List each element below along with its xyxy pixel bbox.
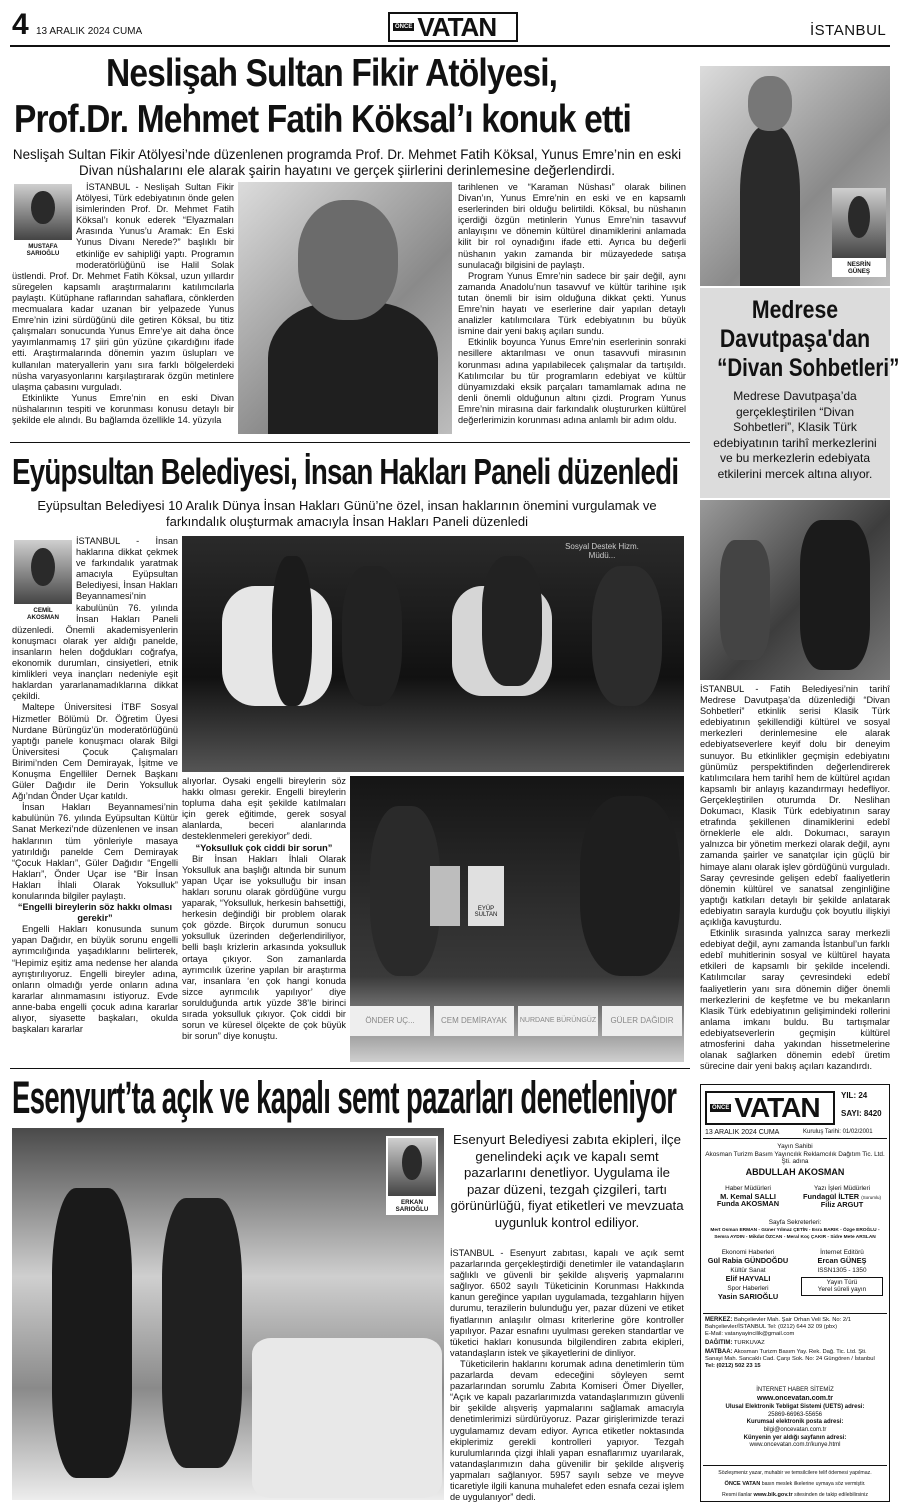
stage-sign: Sosyal Destek Hizm. Müdü... [565, 542, 639, 560]
author-name-line2: GÜNEŞ [847, 268, 870, 275]
article1-paragraph-4: Program Yunus Emre’nin sadece bir şair değil, aynı zamanda Anadolu’nun tasavvuf ve kültür tarihine ışık tutan önemli bir isim olduğuna dikkat çekti. Yunus Emre’nin hayatı ve eserlerine dair yapılan detaylı analizler katılımcılara Türk edebiyatının bu büyük ismine dair yeni bakış açıları sundu. [458, 270, 686, 337]
imprint-hq-line3: E-Mail: vatanyayincilik@gmail.com [705, 1331, 795, 1337]
article2-photo-speakers [350, 776, 684, 1062]
imprint-founded: Kuruluş Tarihi: 01/02/2001 [803, 1129, 873, 1135]
article2-col1 [12, 536, 178, 1064]
imprint-year: YIL: 24 [841, 1091, 868, 1100]
sidebar-title-line1: Medrese [751, 296, 839, 324]
imprint-web-editor-title: İnternet Editörü [820, 1249, 864, 1256]
sidebar-author [832, 188, 886, 277]
divider [703, 1465, 887, 1466]
imprint-web-editor-name: Ercan GÜNEŞ [817, 1255, 867, 1265]
imprint-tag-value[interactable]: www.oncevatan.com.tr/kunye.html [749, 1442, 841, 1449]
imprint-pub-type: Yayın Türü [826, 1278, 858, 1286]
imprint-culture-name: Elif HAYVALI [725, 1273, 771, 1283]
imprint-owner-name: ABDULLAH AKOSMAN [745, 1166, 845, 1177]
author-name-line1: MUSTAFA [28, 243, 58, 250]
imprint-tag-title: Künyenin yer aldığı sayfanın adresi: [743, 1434, 847, 1441]
author-name-line2: SARIOĞLU [26, 250, 60, 257]
imprint-page-secretaries-title: Sayfa Sekreterleri: [768, 1219, 822, 1226]
article2-paragraph-3: İnsan Hakları Beyannamesi’nin kabulünün 76. yılında Eyüpsultan Kültür Sanat Merkezi’nde düzenlenen ve insan haklarının tüm yönleriyle masaya yatırıldığı panelde Cem Demirayak “Çocuk Hakları”, Güler Dağıdır “Engelli Hakları”, Önder Uçar ise “Bir İnsan Hakları İhlali Olarak Yoksulluk” konularında bilgiler paylaştı. [12, 802, 178, 901]
author-name-line1: NESRİN [847, 261, 871, 268]
imprint-uets-title: Ulusal Elektronik Tebligat Sistemi (UETS) adresi: [725, 1404, 865, 1411]
page-number: 4 [12, 8, 29, 41]
divider [703, 1313, 887, 1314]
imprint-site-url[interactable]: www.oncevatan.com.tr [757, 1394, 833, 1402]
article2-photo-panel [182, 536, 684, 772]
imprint-economy-name: Gül Rabia GÜNDOĞDU [707, 1255, 789, 1265]
imprint-owner-title: Yayın Sahibi [777, 1143, 813, 1150]
sidebar-photo-audience [700, 500, 890, 680]
article1-paragraph-5: Etkinlik boyunca Yunus Emre’nin eserlerinin sonraki nesillere aktarılması ve onun tasavvufi mirasının korunması adına yapılabilecek çalışmalar da tartışıldı. Katılımcılar bu tür programların edebiyat ve kültür dünyamızdaki eksik parçaları tamamlamak adına ne denli önemli olduğunun altını çizdi. Program Yunus Emre’nin mirasına dair farkındalık oluştururken kültürel değerlerimizin korunması adına anlamlı bir adım oldu. [458, 337, 686, 425]
name-plate-3: NURDANE BÜRÜNGÜZ [518, 1006, 598, 1036]
article3-photo-market [12, 1128, 444, 1500]
divider [703, 1138, 887, 1139]
sidebar-body [700, 684, 890, 1074]
article2-subhead-1: “Engelli bireylerin söz hakkı olması gerekir” [17, 902, 173, 924]
imprint-print-line1: Akosman Turizm Basım Yay. Rek. Dağ. Tic. Ltd. Şti. [733, 1349, 867, 1355]
imprint-pub-type-box [801, 1277, 883, 1296]
imprint-editor-2: Filiz ARGUT [820, 1200, 864, 1210]
article1-col3 [458, 182, 686, 438]
author-name-line1: CEMİL [33, 607, 53, 614]
imprint-issn: ISSN1305 - 1350 [817, 1267, 867, 1275]
sidebar-deck: Medrese Davutpaşa’da gerçekleştirilen “Divan Sohbetleri”, Klasik Türk edebiyatının tarihî merkezlerini ve bu merkezlerin edebiyata etkilerini mercek altına alıyor. [713, 389, 877, 481]
logo-small: ÖNCE [395, 24, 413, 30]
author-name-line1: ERKAN [400, 1199, 423, 1206]
imprint-owner-company: Akosman Turizm Basım Yayıncılık Reklamcılık Dağıtım Tic. Ltd. Şti. adına [705, 1150, 885, 1166]
section-name: İSTANBUL [810, 22, 887, 39]
article2-subhead-2: “Yoksulluk çok ciddi bir sorun” [195, 842, 333, 853]
masthead-logo [388, 12, 518, 42]
header-date: 13 ARALIK 2024 CUMA [36, 26, 143, 37]
imprint-logo [705, 1091, 835, 1125]
divider [10, 442, 690, 443]
article1-paragraph-2: Etkinlikte Yunus Emre’nin en eski Divan nüshalarının tespiti ve korunması konusu detaylı bir şekilde ele alındı. Bu bağlamda özellikle 14. yüzyıla [12, 392, 234, 425]
imprint-footer-3b: sitesinden de takip edilebilirsiniz [794, 1492, 868, 1498]
imprint-uets-value: 25869-66963-55656 [767, 1411, 823, 1418]
imprint-site-title: İNTERNET HABER SİTEMİZ [756, 1387, 834, 1393]
article1-title-line1: Neslişah Sultan Fikir Atölyesi, [106, 52, 558, 95]
article2-paragraph-5: alıyorlar. Oysaki engelli bireylerin söz hakkı olması gerekir. Engelli bireylerin topluma daha eşit şekilde katılmaları için gerek eğitimde, gerek sosyal alanlarda, beceri alanlarında desteklenmeleri gerekiyor” dedi. [182, 776, 346, 842]
article3-author [386, 1136, 438, 1215]
turkey-flag [430, 866, 460, 926]
imprint-culture-title: Kültür Sanat [730, 1267, 766, 1275]
imprint-pub-type-value: Yerel süreli yayın [817, 1286, 867, 1294]
imprint-page-secretaries-2: Semra AYDIN - Mikdat ÖZCAN - Meral Koç ÇAKIR - Sidre Mete ARSLAN [714, 1235, 876, 1241]
divider [10, 1068, 690, 1069]
logo-text: VATAN [734, 1092, 820, 1123]
logo-small: ÖNCE [712, 1105, 730, 1111]
article2-paragraph-4: Engelli Hakları konusunda sunum yapan Dağıdır, en büyük sorunu engelli ayrımcılığında yaşadıklarını belirterek, “Hepimiz eşitiz ama nedense her alanda ayrıştırılıyoruz. Engelli bireyler adına, onların olmadığı yerde onların adına kararlar alınmamasını istiyoruz. Evde anne-baba engelli çocuk adına kararlar alıyor, siyasette başkaları, okulda başkaları kararlar [12, 924, 178, 1035]
imprint-kep-title: Kurumsal elektronik posta adresi: [746, 1419, 844, 1426]
imprint-print-label: MATBAA: [705, 1349, 733, 1355]
sidebar-paragraph-2: Etkinlik sırasında yalnızca saray merkezli edebiyat değil, aynı zamanda İstanbul’un farklı edebî muhitlerinin sosyal ve kültürel hayata etkileri de kapsamlı bir şekilde incelendi. Katılımcılar saray çevresindeki edebî faaliyetlerin yanı sıra dönemin diğer önemli merkezlerini de keşfetme ve bu mekanların Klasik Türk edebiyatının gelişimindeki rollerini anlama imkanı buldu. Bu tartışmalar edebiyatseverlerin geçmişin kültürel atmosferini daha yakından hissetmelerine olanak sağlarken dönemin edebî üretim sürecine dair yeni bakış açıları kazandırdı. [700, 928, 890, 1072]
imprint-footer-url[interactable]: www.bik.gov.tr [753, 1492, 793, 1498]
article1-photo-professor [238, 182, 452, 434]
imprint-footer-3a: Resmi ilanlar [722, 1492, 753, 1498]
imprint-issue: SAYI: 8420 [841, 1109, 882, 1118]
article2-paragraph-1: İSTANBUL - İnsan haklarına dikkat çekmek ve farkındalık yaratmak amacıyla Eyüpsultan Belediyesi, İnsan Hakları Beyannamesi’nin kabulünün 76. yılında İnsan Hakları Paneli düzenledi. Önemli akademisyenlerin konuşmacı olarak yer aldığı panelde, insanların helen doğdukları coğrafya, ekonomik durumları, cinsiyetleri, etnik kimlikleri veya inançları nedeniyle eşit haklardan yararlanamadıklarına dikkat çekildi. [12, 536, 178, 702]
article1-col1 [12, 182, 234, 438]
article3-paragraph-2: Tüketicilerin haklarını korumak adına denetimlerin tüm pazarlarda devam edeceğini söyleyen semt pazarlarından sorumlu Zabıta Komiseri Ömer Diyeller, “Açık ve kapalı pazarlarımızda vatandaşlarımızın güvenli bir şekilde alışveriş yapmalarını sağlamak amacıyla denetimlerimizi sürdürüyoruz. Pazar girişlerimizde terazi uygulamamız devam ediyor. Ayrıca etiketler noktasında ekiplerimiz gerekli kontrolleri yapıyor. Tezgah kurulumlarında çizgi ihlali yapan esnaflarımız uyarılarak, vatandaşlarımızın daha güvenilir bir şekilde alışveriş yapmaları sağlanıyor. 5957 sayılı sebze ve meyve ticaretiyle ilgili kanuna muhalefet eden esnafa cezai işlem de uygulanıyor” dedi. [450, 1358, 684, 1502]
author-name-line2: AKOSMAN [27, 614, 59, 621]
imprint-date: 13 ARALIK 2024 CUMA [705, 1129, 780, 1136]
imprint-news-director-2: Funda AKOSMAN [716, 1199, 780, 1209]
page-header [0, 0, 904, 46]
imprint-hq-line1: Bahçelievler Mah. Şair Orhan Veli Sk. No: 2/1 [733, 1317, 851, 1323]
imprint-print-line2: Sanayi Mah. Sancaklı Cad. Çarşı Sok. No: 24 Güngören / İstanbul [705, 1356, 875, 1362]
article3-body [450, 1248, 684, 1502]
article3-deck: Esenyurt Belediyesi zabıta ekipleri, ilçe genelindeki açık ve kapalı semt pazarlarını denetliyor. Uygulama ile pazar düzeni, tezgah çizgileri, tartı görünürlüğü, fiyat etiketleri ve mevzuata uygunluk kontrol ediliyor. [450, 1132, 684, 1230]
sidebar-title-line3: “Divan Sohbetleri” [717, 354, 900, 382]
name-plate-2: CEM DEMİRAYAK [434, 1006, 514, 1036]
sidebar-title-line2: Davutpaşa'dan [719, 325, 871, 353]
article2-deck: Eyüpsultan Belediyesi 10 Aralık Dünya İnsan Hakları Günü’ne özel, insan haklarının önemini vurgulamak ve farkındalık oluşturmak amacıyla İnsan Hakları Paneli düzenledi [37, 498, 657, 529]
name-plate-1: ÖNDER UÇ... [350, 1006, 430, 1036]
author-name-line2: SARIOĞLU [395, 1206, 429, 1213]
imprint-hq-line2: Bahçelievler/İSTANBUL Tel: (0212) 644 32 09 (pbx) [705, 1324, 838, 1330]
article2-title: Eyüpsultan Belediyesi, İnsan Hakları Paneli düzenledi [12, 451, 679, 492]
article1-paragraph-1: İSTANBUL - Neslişah Sultan Fikir Atölyesi, Türk edebiyatının önde gelen isimlerinden Prof. Dr. Mehmet Fatih Köksal’ı konuk ederek “Elyazmaları Arasında Yunus’u Aramak: En Eski Yunus Divanı Nerede?” başlıklı bir etkinliğe ev sahipliği yaptı. Programın moderatörlüğünü ise Halil Solak üstlendi. Prof. Dr. Mehmet Fatih Köksal, uzun yıllardır süregelen kapsamlı araştırmalarını katılımcılarla paylaştı. Kütüphane raflarından sahaflara, cönklerden mecmualara kadar uzanan bir yelpazede Yunus Emre’nin izini sürdüğünü dile getiren Köksal, bu titiz çalışmaları sonucunda Yunus Emre’ye ait daha önce yayımlanmamış 17 şiiri gün yüzüne çıkardığını ifade etti. Araştırmalarında dönemin yazım üslupları ve kullanılan materyallerin yanı sıra farklı bölgelerdeki nüsha varyasyonlarını karşılaştırarak özgün metinlere ulaşma çabasını vurguladı. [12, 182, 234, 392]
imprint-sports-title: Spor Haberleri [727, 1285, 769, 1293]
name-plate-4: GÜLER DAĞIDIR [602, 1006, 682, 1036]
imprint-sports-name: Yasin SARIOĞLU [717, 1291, 779, 1301]
article1-title-line2: Prof.Dr. Mehmet Fatih Köksal’ı konuk etti [14, 98, 632, 141]
author-photo [832, 188, 886, 258]
imprint-dist-label: DAĞITIM: [705, 1340, 733, 1346]
imprint-footer-1: Sözleşmeniz yazar, muhabir ve temsilcilere telif ödemesi yapılmaz. [718, 1470, 872, 1476]
imprint-economy-title: Ekonomi Haberleri [721, 1249, 775, 1256]
imprint-editor-1-note: (Sorumlu) [861, 1194, 881, 1200]
imprint-box [700, 1084, 890, 1502]
imprint-footer-2: basın meslek ilkelerine uymaya söz vermiştir. [761, 1481, 866, 1487]
article3-paragraph-1: İSTANBUL - Esenyurt zabıtası, kapalı ve açık semt pazarlarında gerçekleştirdiği denetimler ile vatandaşların sağlıklı ve güvenli bir şekilde alışveriş yapmalarını sağlıyor. 6502 sayılı Tüketicinin Korunması Hakkında kanun gereğince yapılan uygulamada, tezgahların hijyen durumu, terazilerin bulunduğu yer, pazar düzeni ve etiket fiyatlarının anlaşılır olması kriterlerine göre kontroller yapılıyor. Pazar esnafını uyulması gereken standartlar ve tüketici hakları konusunda bilgilendiren zabıta ekipleri, vatandaşların istek ve şikayetlerini de dinliyor. [450, 1248, 684, 1358]
sidebar-headline-box [700, 288, 900, 498]
imprint-news-director-1: M. Kemal SALLI [720, 1191, 776, 1201]
imprint-print-line3: Tel: (0212) 502 23 15 [705, 1363, 761, 1369]
sidebar-paragraph-1: İSTANBUL - Fatih Belediyesi’nin tarihî Medrese Davutpaşa’da düzenlediği “Divan Sohbetleri” etkinlik serisi Klasik Türk edebiyatının şekillendiği kültürel ve sosyal merkezleri derinlemesine ele alarak edebiyatseverlere keyif dolu bir deneyim sunuyor. Bu etkinlikler geçmişin edebiyatını günümüz perspektifinden değerlendirerek katılımcılara hem tarihî hem de kültürel açıdan kapsamlı bir anlayış kazandırmayı hedefliyor. Gerçekleştirilen oturumda Dr. Neslihan Dokumacı, Klasik Türk edebiyatının saray etrafında şekillenen dinamiklerini edebî örneklerle ele aldı. Dokumacı, sarayın yalnızca bir yönetim merkezi olarak değil, aynı zamanda şairler ve sanatçılar için güçlü bir himaye alanı olarak işlev gördüğünü vurguladı. Saray çevresinde gelişen edebî faaliyetlerin dönemin kültürel ve sanatsal zenginliğine yaptığı katkıları detaylı bir şekilde anlatarak edebiyatın sarayla kurduğu çok boyutlu ilişkiyi açıklığa kavuşturdu. [700, 684, 890, 927]
imprint-page-secretaries-1: Mert Osman ERMAN - Güner Yılmaz ÇETİN - Esra BARIK - Özge EROĞLU - [710, 1227, 880, 1233]
article1-paragraph-3: tarihlenen ve “Karaman Nüshası” olarak bilinen Divan’ın, Yunus Emre’nin en eski ve en kapsamlı eserlerinden biri olduğu belirtildi. Köksal, bu nüshanın içerdiği özgün metinlerin Yunus Emre’nin tasavvuf anlayışını ve dönemin kültürel dinamiklerini anlamada kilit bir rol oynadığını ifade etti. Ayrıca bu değerli nüshanın yakın zamanda bir müzayedede satışa sunulacağı bilgisini de paylaştı. [458, 182, 686, 270]
article3-title: Esenyurt’ta açık ve kapalı semt pazarları denetleniyor [12, 1072, 677, 1123]
article2-col2 [182, 776, 346, 1064]
imprint-editors-title: Yazı İşleri Müdürleri [814, 1185, 870, 1192]
imprint-editor-1: Fundagül İLTER [803, 1191, 860, 1201]
header-rule [10, 45, 890, 47]
article2-paragraph-2: Maltepe Üniversitesi İTBF Sosyal Hizmetler Bölümü Dr. Öğretim Üyesi Nurdane Bürüngüz’ün moderatörlüğünü yaptığı panele konuşmacı olarak Bilgi Üniversitesi Çocuk Çalışmaları Birimi’nden Cem Demirayak, İşitme ve Konuşma Engelliler Dernek Başkanı Güler Dağıdır ile Derin Yoksulluk Ağı’ndan Önder Uçar katıldı. [12, 702, 178, 802]
imprint-dist-value: TURKUVAZ [733, 1340, 765, 1346]
article2-paragraph-6: Bir İnsan Hakları İhlali Olarak Yoksulluk ana başlığı altında bir sunum yapan Uçar ise yoksulluğu bir insan hakları sorunu olarak gördüğüne vurgu yaparak, “Yoksulluk, herkesin bahsettiği, herkesin değindiği bir problem olarak çok gözde. Birçok durumun sonucu yoksulluk üzerinden değerlendiriliyor, belli başlı krizlerin arkasında yoksulluk ortaya çıkıyor. Son zamanlarda ayrımcılık üzerine yapılan bir araştırma var, insanlara ‘en çok hangi konuda sizce ayrımcılık yapılıyor’ diye sorulduğunda artık yüzde 38’le birinci sırada yoksulluk çıkıyor. Çok ciddi bir sorun ve küresel ölçekte de çok büyük bir sorun” diye konuştu. [182, 853, 346, 1042]
imprint-footer-brand: ÖNCE VATAN [724, 1481, 761, 1487]
logo-text: VATAN [417, 12, 497, 42]
municipality-flag: EYÜP SULTAN [468, 866, 504, 926]
author-photo [388, 1138, 436, 1196]
imprint-hq-label: MERKEZ: [705, 1317, 733, 1323]
imprint-news-directors-title: Haber Müdürleri [725, 1185, 771, 1192]
imprint-kep-value[interactable]: bilgi@oncevatan.com.tr [763, 1426, 827, 1433]
article1-deck: Neslişah Sultan Fikir Atölyesi’nde düzenlenen programda Prof. Dr. Mehmet Fatih Köksal, Yunus Emre’nin en eski Divan nüshalarını ele alarak şairin hayatını ve gerçek şiirlerini derinlemesine değerlendirdi. [12, 147, 682, 178]
